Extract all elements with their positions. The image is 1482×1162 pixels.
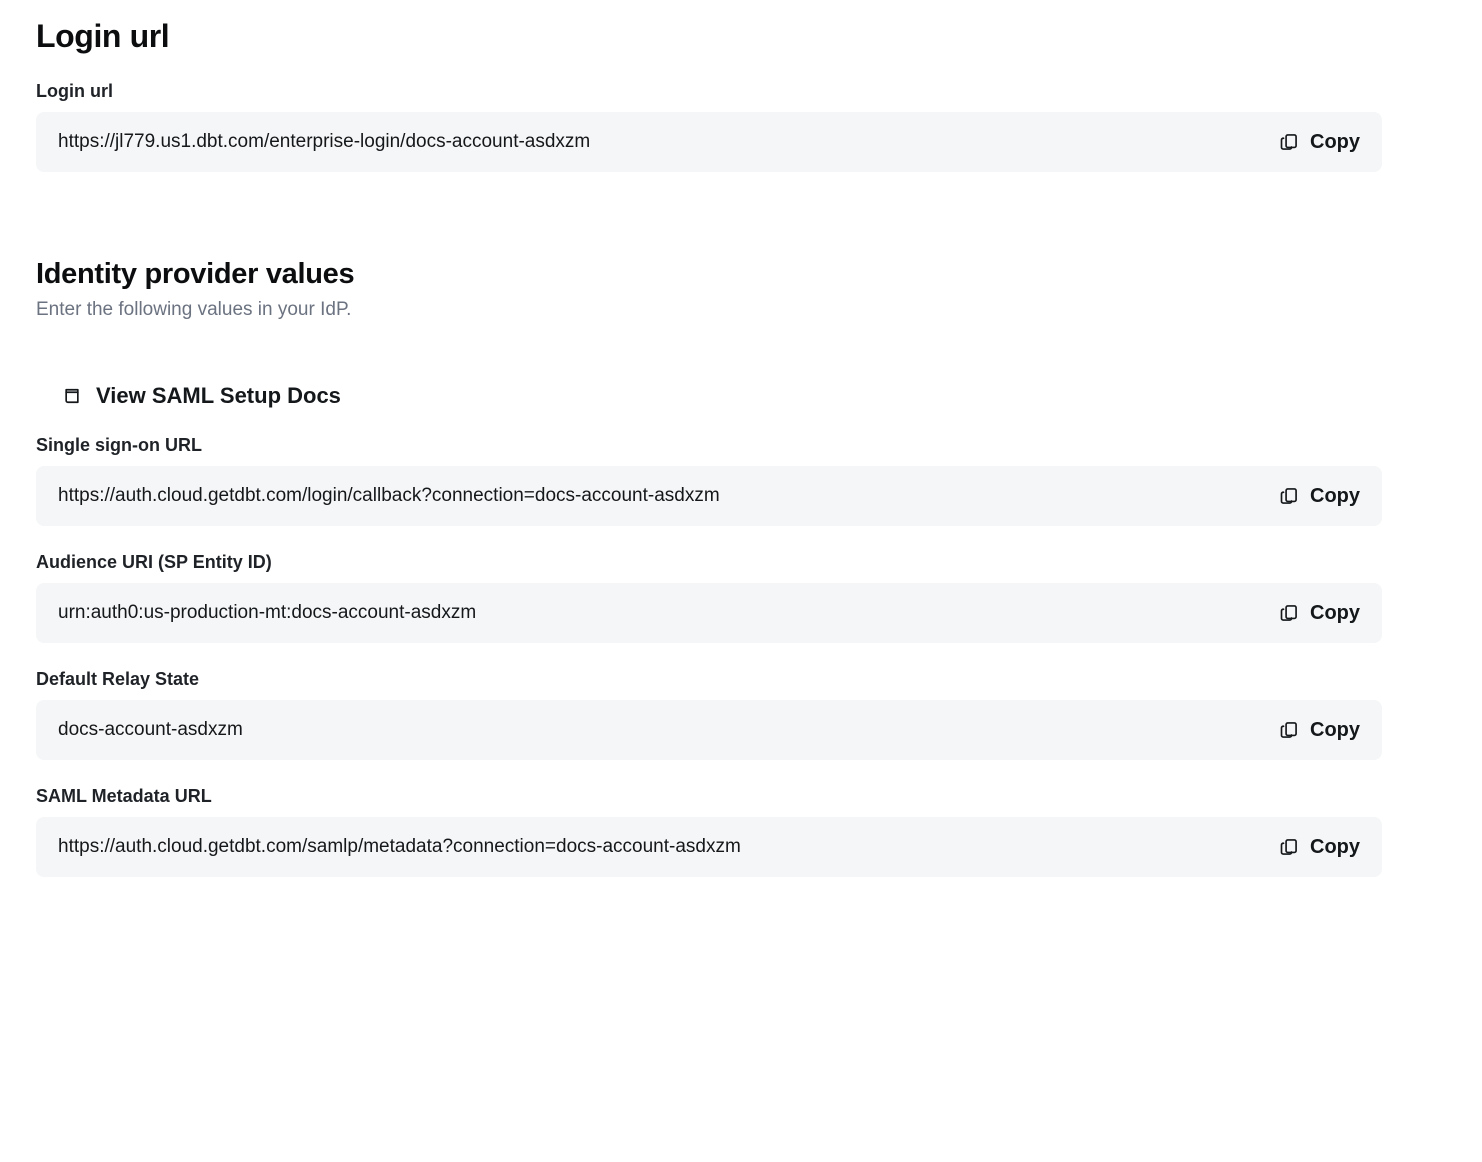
saml-metadata-url-value: https://auth.cloud.getdbt.com/samlp/metadata?connection=docs-account-asdxzm bbox=[58, 836, 741, 857]
idp-section-subtitle: Enter the following values in your IdP. bbox=[36, 299, 352, 320]
login-url-field-block bbox=[36, 81, 1382, 172]
sso-url-field-block bbox=[36, 435, 1382, 526]
sso-url-row bbox=[36, 466, 1382, 526]
section-spacer bbox=[36, 172, 1382, 258]
default-relay-state-field-block bbox=[36, 669, 1382, 760]
login-url-value: https://jl779.us1.dbt.com/enterprise-login/docs-account-asdxzm bbox=[58, 131, 591, 152]
idp-section-title: Identity provider values bbox=[36, 258, 355, 290]
copy-saml-metadata-url-label: Copy bbox=[1310, 835, 1360, 858]
audience-uri-field-block bbox=[36, 552, 1382, 643]
page-title: Login url bbox=[36, 18, 170, 54]
copy-sso-url-label: Copy bbox=[1310, 484, 1360, 507]
copy-default-relay-state-label: Copy bbox=[1310, 718, 1360, 741]
sso-url-label: Single sign-on URL bbox=[36, 435, 202, 455]
saml-metadata-url-row bbox=[36, 817, 1382, 877]
copy-icon bbox=[1279, 719, 1299, 741]
copy-icon bbox=[1279, 602, 1299, 624]
copy-icon bbox=[1279, 836, 1299, 858]
login-url-label: Login url bbox=[36, 81, 113, 101]
view-saml-setup-docs-link[interactable] bbox=[62, 383, 341, 409]
copy-audience-uri-label: Copy bbox=[1310, 601, 1360, 624]
audience-uri-label: Audience URI (SP Entity ID) bbox=[36, 552, 272, 572]
sso-url-value: https://auth.cloud.getdbt.com/login/callback?connection=docs-account-asdxzm bbox=[58, 485, 720, 506]
copy-audience-uri-button[interactable] bbox=[1279, 602, 1360, 625]
copy-sso-url-button[interactable] bbox=[1279, 485, 1360, 508]
copy-login-url-button[interactable] bbox=[1279, 131, 1360, 154]
copy-icon bbox=[1279, 131, 1299, 153]
book-icon bbox=[62, 385, 82, 407]
copy-login-url-label: Copy bbox=[1310, 130, 1360, 153]
saml-metadata-url-field-block bbox=[36, 786, 1382, 877]
default-relay-state-row bbox=[36, 700, 1382, 760]
default-relay-state-label: Default Relay State bbox=[36, 669, 200, 689]
view-saml-setup-docs-label: View SAML Setup Docs bbox=[96, 383, 341, 408]
audience-uri-value: urn:auth0:us-production-mt:docs-account-asdxzm bbox=[58, 602, 477, 623]
copy-default-relay-state-button[interactable] bbox=[1279, 719, 1360, 742]
copy-icon bbox=[1279, 485, 1299, 507]
default-relay-state-value: docs-account-asdxzm bbox=[58, 719, 243, 740]
login-url-row bbox=[36, 112, 1382, 172]
saml-metadata-url-label: SAML Metadata URL bbox=[36, 786, 212, 806]
audience-uri-row bbox=[36, 583, 1382, 643]
copy-saml-metadata-url-button[interactable] bbox=[1279, 836, 1360, 859]
